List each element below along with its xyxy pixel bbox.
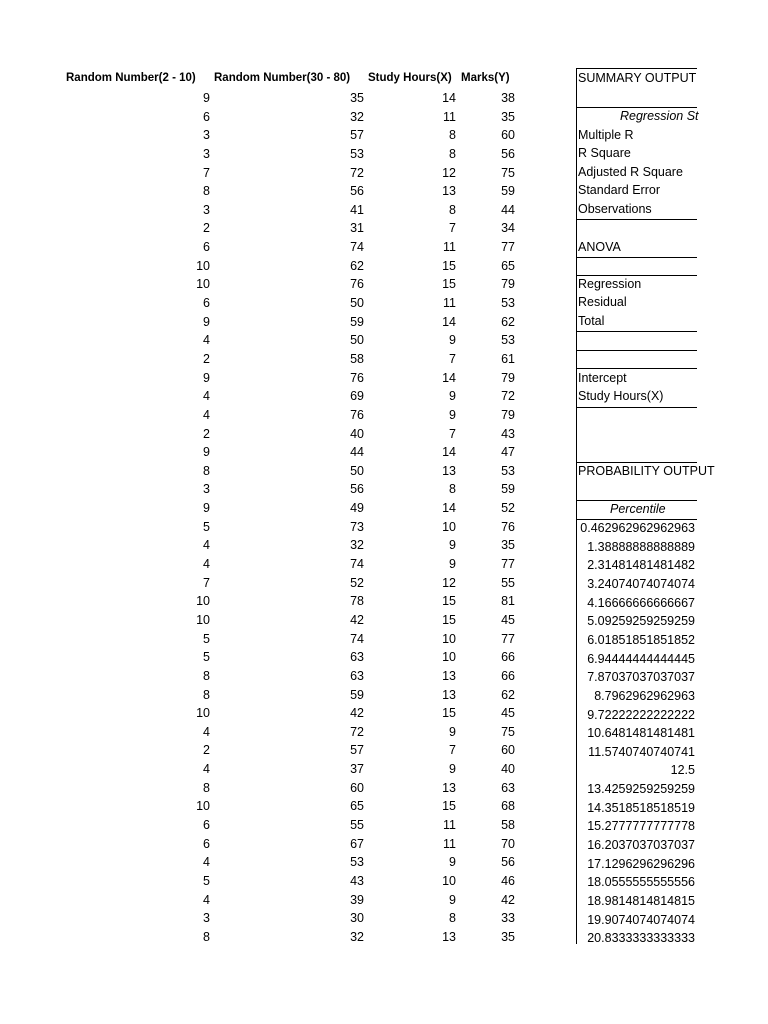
- cell-random-2-10: 2: [203, 351, 210, 366]
- percentile-value: 7.87037037037037: [587, 670, 695, 685]
- cell-random-2-10: 3: [203, 146, 210, 161]
- cell-study-hours: 11: [443, 240, 456, 255]
- regression-output-panel: [576, 68, 715, 948]
- cell-marks: 77: [501, 240, 515, 255]
- cell-study-hours: 10: [442, 650, 456, 665]
- label-r-square: R Square: [578, 146, 631, 160]
- cell-random-30-80: 74: [350, 557, 364, 572]
- label-intercept: Intercept: [578, 371, 627, 385]
- cell-study-hours: 8: [449, 911, 456, 926]
- cell-random-2-10: 3: [203, 482, 210, 497]
- table-row: [0, 797, 540, 816]
- cell-study-hours: 12: [442, 165, 456, 180]
- table-row: [0, 667, 540, 686]
- table-row: [0, 536, 540, 555]
- cell-random-2-10: 4: [203, 407, 210, 422]
- cell-marks: 76: [501, 519, 515, 534]
- cell-marks: 79: [501, 407, 515, 422]
- cell-random-2-10: 10: [196, 706, 210, 721]
- percentile-value: 6.94444444444445: [587, 651, 695, 666]
- cell-random-30-80: 32: [350, 929, 364, 944]
- cell-random-30-80: 59: [350, 314, 364, 329]
- cell-random-2-10: 9: [203, 370, 210, 385]
- cell-random-30-80: 49: [350, 501, 364, 516]
- cell-study-hours: 11: [443, 836, 456, 851]
- cell-marks: 58: [501, 817, 515, 832]
- cell-marks: 35: [501, 538, 515, 553]
- table-row: [0, 648, 540, 667]
- cell-random-30-80: 76: [350, 277, 364, 292]
- cell-random-30-80: 69: [350, 389, 364, 404]
- cell-random-2-10: 10: [196, 594, 210, 609]
- header-marks: Marks(Y): [461, 72, 510, 84]
- percentile-value: 10.6481481481481: [587, 726, 695, 741]
- cell-study-hours: 7: [449, 743, 456, 758]
- cell-study-hours: 13: [442, 668, 456, 683]
- table-row: [0, 630, 540, 649]
- label-study-hours: Study Hours(X): [578, 389, 664, 403]
- label-residual: Residual: [578, 295, 627, 309]
- cell-random-30-80: 40: [350, 426, 364, 441]
- table-row: [0, 257, 540, 276]
- cell-random-2-10: 10: [196, 799, 210, 814]
- cell-random-2-10: 9: [203, 314, 210, 329]
- header-random-number-2-10: Random Number(2 - 10): [66, 72, 196, 84]
- cell-study-hours: 12: [442, 575, 456, 590]
- cell-random-2-10: 4: [203, 855, 210, 870]
- percentile-value: 3.24074074074074: [587, 576, 695, 591]
- cell-marks: 81: [501, 594, 515, 609]
- cell-marks: 56: [501, 146, 515, 161]
- table-row: [0, 201, 540, 220]
- cell-random-2-10: 6: [203, 109, 210, 124]
- table-row: [0, 891, 540, 910]
- cell-marks: 66: [501, 650, 515, 665]
- table-row: [0, 574, 540, 593]
- cell-study-hours: 7: [449, 351, 456, 366]
- cell-random-2-10: 3: [203, 128, 210, 143]
- percentile-value: 11.5740740740741: [588, 744, 695, 759]
- probability-title: PROBABILITY OUTPUT: [578, 464, 715, 478]
- percentile-value: 0.462962962962963: [580, 521, 695, 535]
- cell-marks: 75: [501, 165, 515, 180]
- cell-random-2-10: 9: [203, 445, 210, 460]
- cell-study-hours: 8: [449, 146, 456, 161]
- cell-random-30-80: 39: [350, 892, 364, 907]
- cell-random-30-80: 56: [350, 184, 364, 199]
- cell-marks: 35: [501, 929, 515, 944]
- cell-random-30-80: 76: [350, 370, 364, 385]
- cell-random-30-80: 32: [350, 109, 364, 124]
- percentile-value: 16.2037037037037: [587, 838, 695, 853]
- cell-random-30-80: 73: [350, 519, 364, 534]
- cell-random-30-80: 72: [350, 165, 364, 180]
- cell-random-2-10: 3: [203, 202, 210, 217]
- cell-random-30-80: 32: [350, 538, 364, 553]
- table-row: [0, 89, 540, 108]
- cell-random-30-80: 76: [350, 407, 364, 422]
- cell-marks: 72: [501, 389, 515, 404]
- cell-random-2-10: 2: [203, 426, 210, 441]
- label-regression: Regression: [578, 277, 642, 291]
- cell-random-30-80: 67: [350, 836, 364, 851]
- cell-random-30-80: 74: [350, 631, 364, 646]
- label-adjusted-r-square: Adjusted R Square: [578, 165, 683, 179]
- cell-marks: 52: [501, 501, 515, 516]
- cell-random-30-80: 35: [350, 91, 364, 105]
- cell-random-2-10: 8: [203, 184, 210, 199]
- cell-random-30-80: 41: [350, 202, 364, 217]
- cell-study-hours: 11: [443, 296, 456, 311]
- table-row: [0, 518, 540, 537]
- table-row: [0, 835, 540, 854]
- table-row: [0, 555, 540, 574]
- cell-marks: 79: [501, 277, 515, 292]
- table-row: [0, 126, 540, 145]
- cell-random-2-10: 10: [196, 277, 210, 292]
- cell-random-2-10: 3: [203, 911, 210, 926]
- cell-marks: 38: [501, 91, 515, 105]
- cell-random-2-10: 8: [203, 780, 210, 795]
- percentile-value: 14.3518518518519: [587, 800, 695, 815]
- cell-study-hours: 10: [442, 873, 456, 888]
- cell-marks: 79: [501, 370, 515, 385]
- cell-study-hours: 14: [442, 314, 456, 329]
- cell-study-hours: 13: [442, 463, 456, 478]
- cell-study-hours: 8: [449, 202, 456, 217]
- cell-random-2-10: 6: [203, 240, 210, 255]
- summary-title: SUMMARY OUTPUT: [578, 71, 697, 85]
- cell-random-2-10: 6: [203, 296, 210, 311]
- label-total: Total: [578, 314, 605, 328]
- cell-random-2-10: 4: [203, 538, 210, 553]
- cell-marks: 33: [501, 911, 515, 926]
- cell-marks: 62: [501, 314, 515, 329]
- table-row: [0, 238, 540, 257]
- cell-marks: 77: [501, 631, 515, 646]
- cell-random-2-10: 5: [203, 519, 210, 534]
- cell-random-30-80: 65: [350, 799, 364, 814]
- table-row: [0, 443, 540, 462]
- percentile-value: 18.0555555555556: [587, 875, 695, 890]
- cell-random-30-80: 53: [350, 855, 364, 870]
- label-anova: ANOVA: [578, 240, 621, 254]
- cell-random-30-80: 50: [350, 463, 364, 478]
- percentile-value: 9.72222222222222: [587, 707, 695, 722]
- cell-study-hours: 9: [449, 762, 456, 777]
- cell-marks: 53: [501, 333, 515, 348]
- table-row: [0, 425, 540, 444]
- cell-random-30-80: 72: [350, 724, 364, 739]
- cell-marks: 60: [501, 743, 515, 758]
- cell-study-hours: 13: [442, 780, 456, 795]
- cell-random-30-80: 63: [350, 668, 364, 683]
- table-row: [0, 741, 540, 760]
- table-row: [0, 294, 540, 313]
- cell-random-2-10: 10: [196, 612, 210, 627]
- cell-random-30-80: 56: [350, 482, 364, 497]
- cell-random-2-10: 5: [203, 631, 210, 646]
- cell-study-hours: 15: [442, 612, 456, 627]
- table-row: [0, 331, 540, 350]
- cell-random-2-10: 6: [203, 817, 210, 832]
- cell-study-hours: 13: [442, 184, 456, 199]
- percentile-value: 18.9814814814815: [587, 894, 695, 908]
- cell-study-hours: 14: [442, 370, 456, 385]
- cell-study-hours: 9: [449, 557, 456, 572]
- percentile-value: 17.1296296296296: [587, 856, 695, 871]
- cell-random-30-80: 55: [350, 817, 364, 832]
- table-row: [0, 779, 540, 798]
- table-row: [0, 872, 540, 891]
- cell-study-hours: 13: [442, 687, 456, 702]
- cell-random-2-10: 8: [203, 687, 210, 702]
- percentile-value: 5.09259259259259: [587, 614, 695, 629]
- table-row: [0, 219, 540, 238]
- cell-random-2-10: 8: [203, 668, 210, 683]
- cell-marks: 68: [501, 799, 515, 814]
- cell-study-hours: 15: [442, 706, 456, 721]
- cell-random-30-80: 58: [350, 351, 364, 366]
- cell-marks: 43: [501, 426, 515, 441]
- percentile-value: 6.01851851851852: [587, 632, 695, 647]
- cell-random-2-10: 9: [203, 91, 210, 105]
- cell-random-2-10: 8: [203, 463, 210, 478]
- cell-random-2-10: 6: [203, 836, 210, 851]
- table-row: [0, 928, 540, 947]
- table-row: [0, 182, 540, 201]
- cell-random-30-80: 57: [350, 128, 364, 143]
- cell-random-2-10: 7: [203, 165, 210, 180]
- cell-random-30-80: 31: [350, 221, 364, 236]
- cell-random-2-10: 7: [203, 575, 210, 590]
- cell-study-hours: 11: [443, 109, 456, 124]
- cell-random-2-10: 5: [203, 650, 210, 665]
- cell-marks: 63: [501, 780, 515, 795]
- cell-marks: 75: [501, 724, 515, 739]
- cell-study-hours: 9: [449, 538, 456, 553]
- cell-marks: 45: [501, 612, 515, 627]
- table-row: [0, 164, 540, 183]
- cell-study-hours: 8: [449, 128, 456, 143]
- cell-study-hours: 9: [449, 333, 456, 348]
- cell-study-hours: 10: [442, 631, 456, 646]
- cell-study-hours: 9: [449, 407, 456, 422]
- cell-marks: 35: [501, 109, 515, 124]
- cell-random-30-80: 52: [350, 575, 364, 590]
- cell-study-hours: 14: [442, 501, 456, 516]
- cell-random-30-80: 37: [350, 762, 364, 777]
- cell-marks: 55: [501, 575, 515, 590]
- cell-study-hours: 15: [442, 594, 456, 609]
- cell-random-2-10: 2: [203, 221, 210, 236]
- cell-study-hours: 9: [449, 389, 456, 404]
- header-random-number-30-80: Random Number(30 - 80): [214, 72, 351, 84]
- cell-random-2-10: 10: [196, 258, 210, 273]
- table-row: [0, 760, 540, 779]
- table-row: [0, 387, 540, 406]
- cell-marks: 62: [501, 687, 515, 702]
- cell-study-hours: 15: [442, 277, 456, 292]
- cell-marks: 56: [501, 855, 515, 870]
- cell-study-hours: 13: [442, 929, 456, 944]
- percentile-value: 13.4259259259259: [587, 782, 695, 797]
- cell-study-hours: 7: [449, 221, 456, 236]
- label-multiple-r: Multiple R: [578, 128, 634, 142]
- table-row: [0, 704, 540, 723]
- cell-marks: 53: [501, 463, 515, 478]
- table-row: [0, 350, 540, 369]
- table-row: [0, 462, 540, 481]
- cell-random-2-10: 9: [203, 501, 210, 516]
- percentile-value: 20.8333333333333: [587, 931, 695, 946]
- cell-marks: 60: [501, 128, 515, 143]
- cell-random-30-80: 42: [350, 706, 364, 721]
- cell-marks: 45: [501, 706, 515, 721]
- table-row: [0, 499, 540, 518]
- table-row: [0, 853, 540, 872]
- table-row: [0, 108, 540, 127]
- cell-random-2-10: 4: [203, 389, 210, 404]
- cell-random-30-80: 62: [350, 258, 364, 273]
- table-row: [0, 145, 540, 164]
- cell-random-30-80: 53: [350, 146, 364, 161]
- table-row: [0, 686, 540, 705]
- cell-random-30-80: 59: [350, 687, 364, 702]
- percentile-value: 2.31481481481482: [587, 558, 695, 573]
- cell-marks: 59: [501, 184, 515, 199]
- cell-study-hours: 11: [443, 817, 456, 832]
- cell-random-2-10: 5: [203, 873, 210, 888]
- data-table: [0, 89, 540, 946]
- cell-study-hours: 9: [449, 892, 456, 907]
- header-study-hours: Study Hours(X): [368, 72, 452, 84]
- cell-study-hours: 7: [449, 426, 456, 441]
- cell-marks: 70: [501, 836, 515, 851]
- cell-random-2-10: 4: [203, 892, 210, 907]
- cell-study-hours: 8: [449, 482, 456, 497]
- percentile-value: 19.9074074074074: [587, 912, 695, 927]
- cell-random-30-80: 60: [350, 780, 364, 795]
- cell-marks: 59: [501, 482, 515, 497]
- percentile-value: 1.38888888888889: [587, 539, 695, 554]
- cell-random-30-80: 74: [350, 240, 364, 255]
- table-row: [0, 313, 540, 332]
- cell-random-2-10: 8: [203, 929, 210, 944]
- cell-study-hours: 9: [449, 724, 456, 739]
- cell-random-2-10: 4: [203, 762, 210, 777]
- cell-study-hours: 10: [442, 519, 456, 534]
- table-row: [0, 369, 540, 388]
- table-row: [0, 816, 540, 835]
- cell-marks: 65: [501, 258, 515, 273]
- cell-random-30-80: 50: [350, 333, 364, 348]
- table-row: [0, 611, 540, 630]
- table-row: [0, 909, 540, 928]
- regression-statistics-header: Regression St: [620, 109, 699, 123]
- cell-random-30-80: 78: [350, 594, 364, 609]
- cell-marks: 66: [501, 668, 515, 683]
- cell-random-2-10: 4: [203, 724, 210, 739]
- percentile-value: 12.5: [670, 763, 695, 778]
- cell-random-30-80: 57: [350, 743, 364, 758]
- cell-random-30-80: 63: [350, 650, 364, 665]
- cell-random-2-10: 2: [203, 743, 210, 758]
- cell-marks: 42: [501, 892, 515, 907]
- cell-marks: 40: [501, 762, 515, 777]
- cell-random-30-80: 44: [350, 445, 364, 460]
- table-row: [0, 406, 540, 425]
- table-row: [0, 723, 540, 742]
- percentile-value: 15.2777777777778: [587, 819, 695, 834]
- cell-random-30-80: 42: [350, 612, 364, 627]
- cell-random-2-10: 4: [203, 333, 210, 348]
- cell-study-hours: 14: [442, 91, 456, 105]
- cell-study-hours: 15: [442, 258, 456, 273]
- cell-study-hours: 9: [449, 855, 456, 870]
- cell-marks: 44: [501, 202, 515, 217]
- table-row: [0, 275, 540, 294]
- cell-random-30-80: 30: [350, 911, 364, 926]
- cell-study-hours: 15: [442, 799, 456, 814]
- cell-marks: 47: [501, 445, 515, 460]
- cell-random-2-10: 4: [203, 557, 210, 572]
- cell-marks: 61: [501, 351, 515, 366]
- table-row: [0, 592, 540, 611]
- cell-random-30-80: 43: [350, 873, 364, 888]
- cell-marks: 77: [501, 557, 515, 572]
- table-row: [0, 480, 540, 499]
- percentile-value: 8.7962962962963: [594, 688, 695, 703]
- cell-marks: 46: [501, 873, 515, 888]
- percentile-value: 4.16666666666667: [587, 595, 695, 610]
- percentile-header: Percentile: [610, 502, 666, 516]
- label-standard-error: Standard Error: [578, 183, 660, 197]
- cell-marks: 34: [501, 221, 515, 236]
- cell-study-hours: 14: [442, 445, 456, 460]
- label-observations: Observations: [578, 202, 652, 216]
- cell-marks: 53: [501, 296, 515, 311]
- cell-random-30-80: 50: [350, 296, 364, 311]
